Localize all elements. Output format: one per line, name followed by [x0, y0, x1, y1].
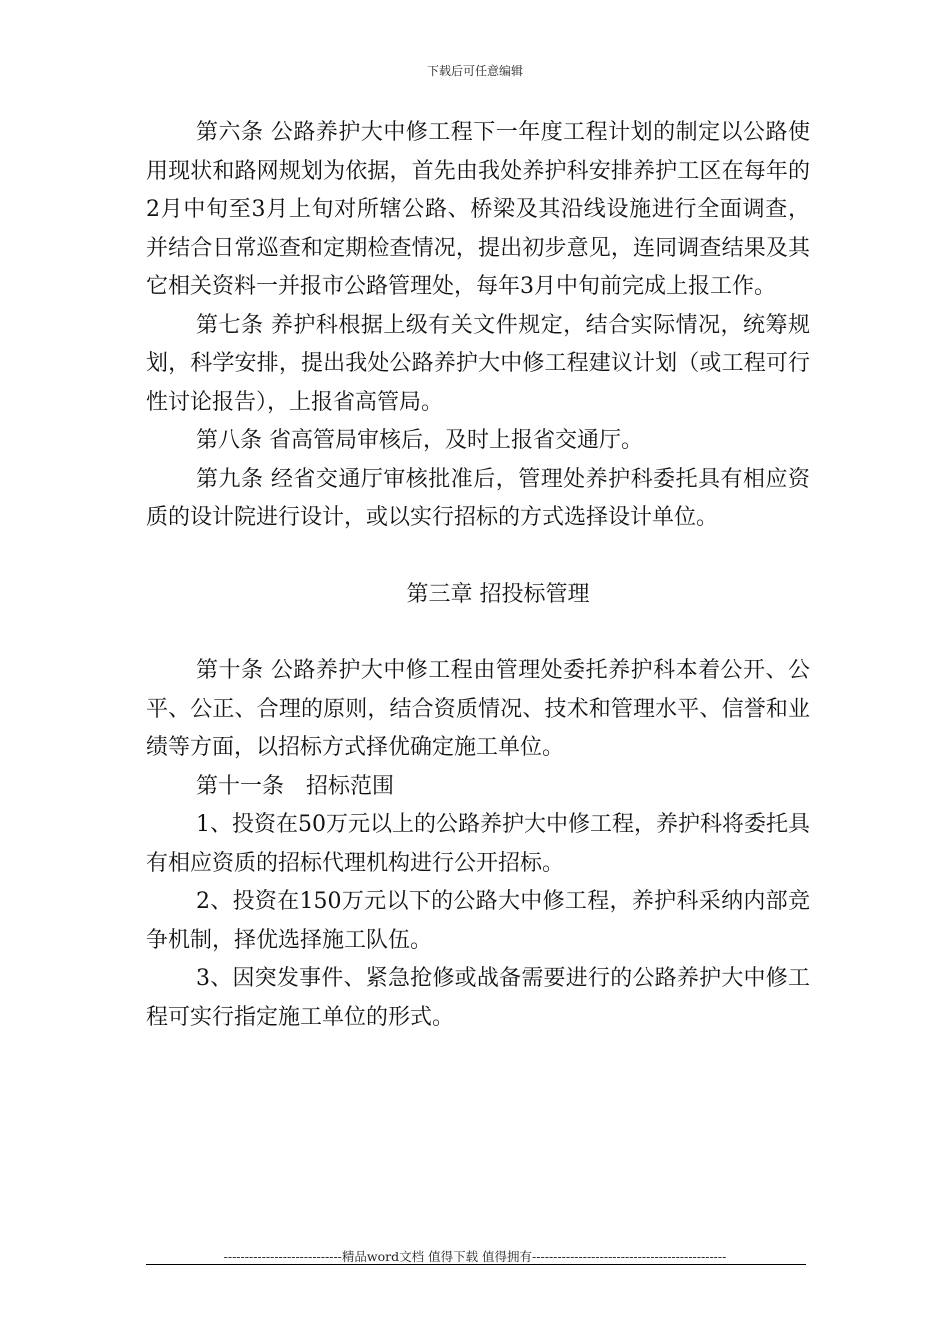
article-11-heading: 第十一条 招标范围 — [196, 773, 395, 799]
footer-divider — [146, 1264, 806, 1265]
list-item-1: 1、投资在50万元以上的公路养护大中修工程，养护科将委托具有相应资质的招标代理机构进行公开招标。 — [146, 812, 810, 876]
page-header: 下载后可任意编辑 — [426, 64, 523, 78]
article-9: 第九条 经省交通厅审核批准后，管理处养护科委托具有相应资质的设计院进行设计，或以实行招标的方式选择设计单位。 — [146, 466, 810, 530]
article-10: 第十条 公路养护大中修工程由管理处委托养护科本着公开、公平、公正、合理的原则，结合资质情况、技术和管理水平、信誉和业绩等方面，以招标方式择优确定施工单位。 — [146, 658, 810, 760]
document-body — [146, 114, 810, 1037]
article-6: 第六条 公路养护大中修工程下一年度工程计划的制定以公路使用现状和路网规划为依据，首先由我处养护科安排养护工区在每年的2月中旬至3月上旬对所辖公路、桥梁及其沿线设施进行全面调查，并结合日常巡查和定期检查情况，提出初步意见，连同调查结果及其它相关资料一并报市公路管理处，每年3月中旬前完成上报工作。 — [146, 120, 810, 299]
list-item-2: 2、投资在150万元以下的公路大中修工程，养护科采纳内部竞争机制，择优选择施工队伍。 — [146, 889, 810, 953]
article-7: 第七条 养护科根据上级有关文件规定，结合实际情况，统筹规划，科学安排，提出我处公路养护大中修工程建议计划（或工程可行性讨论报告），上报省高管局。 — [146, 312, 810, 415]
list-item-3: 3、因突发事件、紧急抢修或战备需要进行的公路养护大中修工程可实行指定施工单位的形式。 — [146, 966, 810, 1030]
chapter-title: 第三章 招投标管理 — [406, 581, 590, 607]
article-8: 第八条 省高管局审核后，及时上报省交通厅。 — [196, 428, 643, 453]
page-footer: ----------------------------精品word文档 值得下载 值得拥有---------------------------------------------- — [223, 1249, 727, 1264]
